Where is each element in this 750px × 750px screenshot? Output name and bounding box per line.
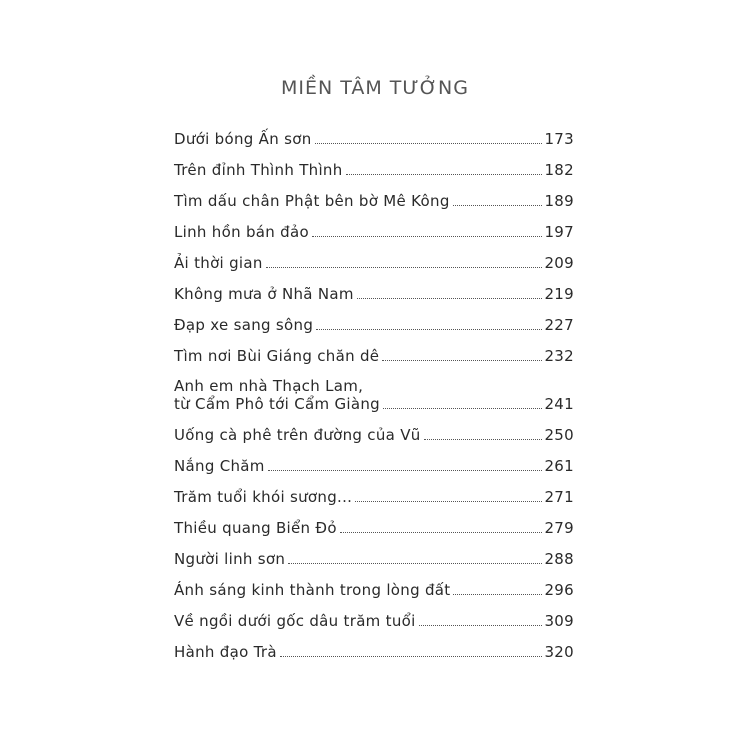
toc-entry-page: 227 — [544, 316, 574, 334]
toc-entry-title — [174, 377, 380, 413]
toc-entry — [174, 210, 574, 241]
dot-leader — [280, 656, 543, 657]
toc-entry — [174, 537, 574, 568]
toc-entry-page: 189 — [544, 192, 574, 210]
dot-leader — [346, 174, 543, 175]
toc-entry — [174, 444, 574, 475]
toc-entry-title: Không mưa ở Nhã Nam — [174, 285, 354, 303]
dot-leader — [453, 205, 543, 206]
toc-entry-title-line: từ Cẩm Phô tới Cẩm Giàng — [174, 395, 380, 413]
toc-entry-title: Nắng Chăm — [174, 457, 265, 475]
toc-entry-page: 197 — [544, 223, 574, 241]
toc-entry-page: 261 — [544, 457, 574, 475]
toc-entry-title: Tìm nơi Bùi Giáng chăn dê — [174, 347, 380, 365]
toc-entry-title-line: Anh em nhà Thạch Lam, — [174, 377, 364, 395]
dot-leader — [383, 408, 543, 409]
toc-entry — [174, 117, 574, 148]
toc-entry-page: 182 — [544, 161, 574, 179]
dot-leader — [288, 563, 542, 564]
toc-entry-page: 296 — [544, 581, 574, 599]
dot-leader — [266, 267, 543, 268]
toc-entry-page: 279 — [544, 519, 574, 537]
toc-entry-title: Trên đỉnh Thình Thình — [174, 161, 343, 179]
toc-entry-page: 250 — [544, 426, 574, 444]
dot-leader — [312, 236, 543, 237]
toc-entry — [174, 272, 574, 303]
toc-entry — [174, 241, 574, 272]
dot-leader — [453, 594, 542, 595]
toc-entry-title: Ải thời gian — [174, 254, 263, 272]
toc-entry-title: Dưới bóng Ấn sơn — [174, 130, 312, 148]
section-title: MIỀN TÂM TƯỞNG — [280, 76, 469, 99]
dot-leader — [357, 298, 543, 299]
toc-entry — [174, 568, 574, 599]
toc-entry-page: 288 — [544, 550, 574, 568]
dot-leader — [355, 501, 542, 502]
toc-entry-title: Người linh sơn — [174, 550, 286, 568]
toc-entry — [174, 475, 574, 506]
toc-entry-title: Uống cà phê trên đường của Vũ — [174, 426, 421, 444]
toc-entry — [174, 303, 574, 334]
toc-entry-page: 232 — [544, 347, 574, 365]
dot-leader — [315, 143, 543, 144]
dot-leader — [340, 532, 543, 533]
toc-entry-page: 320 — [544, 643, 574, 661]
toc-entry — [174, 599, 574, 630]
table-of-contents — [174, 117, 574, 661]
toc-entry — [174, 413, 574, 444]
toc-entry-page: 173 — [544, 130, 574, 148]
toc-entry — [174, 630, 574, 661]
dot-leader — [316, 329, 542, 330]
toc-entry-title: Ánh sáng kinh thành trong lòng đất — [174, 581, 451, 599]
toc-entry — [174, 506, 574, 537]
toc-entry — [174, 334, 574, 365]
toc-entry-title: Linh hồn bán đảo — [174, 223, 309, 241]
toc-entry-page: 309 — [544, 612, 574, 630]
toc-entry — [174, 365, 574, 413]
toc-entry-page: 241 — [544, 395, 574, 413]
toc-entry-title: Đạp xe sang sông — [174, 316, 314, 334]
toc-entry-page: 209 — [544, 254, 574, 272]
toc-entry — [174, 148, 574, 179]
dot-leader — [382, 360, 542, 361]
toc-entry-title: Trăm tuổi khói sương... — [174, 488, 353, 506]
dot-leader — [268, 470, 543, 471]
toc-entry — [174, 179, 574, 210]
toc-entry-title: Tìm dấu chân Phật bên bờ Mê Kông — [174, 192, 450, 210]
dot-leader — [424, 439, 543, 440]
toc-entry-title: Hành đạo Trà — [174, 643, 277, 661]
toc-entry-title: Về ngồi dưới gốc dâu trăm tuổi — [174, 612, 416, 630]
toc-entry-title: Thiều quang Biển Đỏ — [174, 519, 337, 537]
toc-entry-page: 271 — [544, 488, 574, 506]
dot-leader — [419, 625, 543, 626]
toc-entry-page: 219 — [544, 285, 574, 303]
